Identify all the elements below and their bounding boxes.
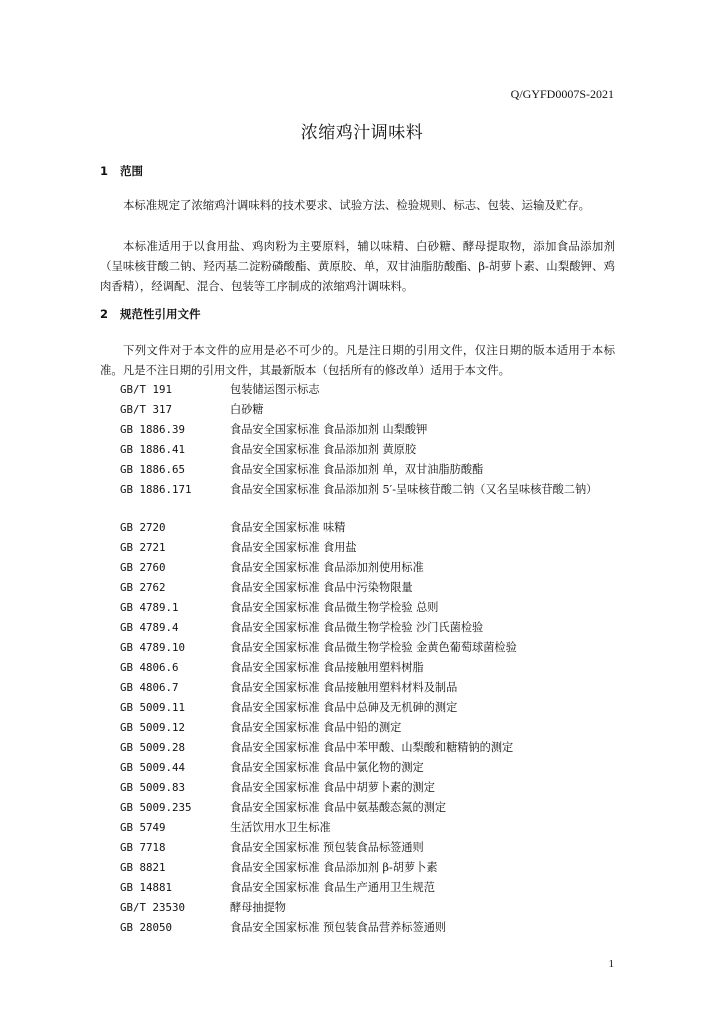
section-number: 1 <box>100 164 109 178</box>
reference-code: GB 2721 <box>120 541 166 554</box>
reference-title: 食品安全国家标准 食品中氨基酸态氮的测定 <box>230 801 447 814</box>
section-heading-scope <box>100 163 143 179</box>
reference-title: 食品安全国家标准 食品中总砷及无机砷的测定 <box>230 701 458 714</box>
reference-title: 食品安全国家标准 味精 <box>230 521 346 534</box>
reference-row <box>120 618 618 638</box>
reference-code: GB 4806.6 <box>120 661 179 674</box>
scope-paragraph-2: 本标准适用于以食用盐、鸡肉粉为主要原料，辅以味精、白砂糖、酵母提取物，添加食品添加剂（呈味核苷酸二钠、羟丙基二淀粉磷酸酯、黄原胶、单，双甘油脂肪酸酯、β-胡萝卜素、山梨酸钾、鸡肉香精），经调配、混合、包装等工序制成的浓缩鸡汁调味料。 <box>100 239 615 293</box>
reference-code: GB 1886.39 <box>120 423 186 436</box>
reference-row <box>120 538 618 558</box>
reference-row <box>120 420 618 440</box>
section-title: 范围 <box>120 164 143 178</box>
reference-code: GB 4789.4 <box>120 621 179 634</box>
reference-title: 生活饮用水卫生标准 <box>230 821 331 834</box>
reference-title: 食品安全国家标准 食品添加剂 5′-呈味核苷酸二钠（又名呈味核苷酸二钠） <box>230 483 598 496</box>
section-title: 规范性引用文件 <box>120 307 201 321</box>
reference-title: 食品安全国家标准 食品中苯甲酸、山梨酸和糖精钠的测定 <box>230 741 514 754</box>
reference-row <box>120 918 618 938</box>
section-number: 2 <box>100 307 109 321</box>
reference-row <box>120 480 618 518</box>
reference-code: GB 5749 <box>120 821 166 834</box>
reference-code: GB 1886.65 <box>120 463 186 476</box>
reference-code: GB/T 191 <box>120 383 173 396</box>
reference-row <box>120 638 618 658</box>
reference-code: GB 1886.171 <box>120 483 192 496</box>
reference-code: GB/T 317 <box>120 403 173 416</box>
reference-title: 酵母抽提物 <box>230 901 286 914</box>
reference-list <box>120 380 618 938</box>
reference-title: 食品安全国家标准 食品微生物学检验 金黄色葡萄球菌检验 <box>230 641 517 654</box>
scope-paragraph-1: 本标准规定了浓缩鸡汁调味料的技术要求、试验方法、检验规则、标志、包装、运输及贮存。 <box>123 198 591 212</box>
reference-title: 食品安全国家标准 食品微生物学检验 沙门氏菌检验 <box>230 621 484 634</box>
reference-row <box>120 838 618 858</box>
reference-row <box>120 460 618 480</box>
reference-row <box>120 818 618 838</box>
reference-code: GB 2720 <box>120 521 166 534</box>
reference-row <box>120 400 618 420</box>
reference-row <box>120 738 618 758</box>
reference-code: GB 2760 <box>120 561 166 574</box>
reference-title: 食品安全国家标准 食品添加剂 单，双甘油脂肪酸酯 <box>230 463 484 476</box>
reference-row <box>120 778 618 798</box>
reference-code: GB 7718 <box>120 841 166 854</box>
reference-title: 食品安全国家标准 食品添加剂 山梨酸钾 <box>230 423 428 436</box>
reference-row <box>120 798 618 818</box>
reference-row <box>120 440 618 460</box>
reference-title: 食品安全国家标准 食品中胡萝卜素的测定 <box>230 781 435 794</box>
reference-code: GB 14881 <box>120 881 173 894</box>
reference-title: 食品安全国家标准 食品中氯化物的测定 <box>230 761 424 774</box>
reference-title: 食品安全国家标准 食品添加剂使用标准 <box>230 561 424 574</box>
reference-code: GB 5009.83 <box>120 781 186 794</box>
reference-code: GB 5009.44 <box>120 761 186 774</box>
reference-title: 包装储运图示标志 <box>230 383 320 396</box>
reference-title: 食品安全国家标准 食品中铅的测定 <box>230 721 402 734</box>
reference-code: GB 4806.7 <box>120 681 179 694</box>
reference-title: 食品安全国家标准 食品微生物学检验 总则 <box>230 601 439 614</box>
reference-code: GB 5009.12 <box>120 721 186 734</box>
reference-title: 食品安全国家标准 预包装食品标签通则 <box>230 841 424 854</box>
reference-title: 食品安全国家标准 食品添加剂 β-胡萝卜素 <box>230 861 438 874</box>
reference-row <box>120 718 618 738</box>
reference-code: GB/T 23530 <box>120 901 186 914</box>
section-heading-normative-references <box>100 306 201 322</box>
reference-code: GB 4789.10 <box>120 641 186 654</box>
reference-code: GB 1886.41 <box>120 443 186 456</box>
reference-code: GB 2762 <box>120 581 166 594</box>
reference-title: 食品安全国家标准 食品接触用塑料材料及制品 <box>230 681 458 694</box>
reference-title: 食品安全国家标准 预包装食品营养标签通则 <box>230 921 447 934</box>
reference-code: GB 4789.1 <box>120 601 179 614</box>
reference-row <box>120 678 618 698</box>
reference-row <box>120 858 618 878</box>
reference-code: GB 5009.235 <box>120 801 192 814</box>
reference-title: 食品安全国家标准 食品中污染物限量 <box>230 581 413 594</box>
document-number: Q/GYFD0007S-2021 <box>510 87 614 101</box>
page-number: 1 <box>608 958 614 970</box>
reference-title: 食品安全国家标准 食品添加剂 黄原胶 <box>230 443 417 456</box>
document-title: 浓缩鸡汁调味料 <box>300 123 424 143</box>
reference-row <box>120 578 618 598</box>
reference-code: GB 5009.28 <box>120 741 186 754</box>
reference-row <box>120 558 618 578</box>
reference-title: 食品安全国家标准 食品生产通用卫生规范 <box>230 881 435 894</box>
reference-row <box>120 658 618 678</box>
reference-code: GB 8821 <box>120 861 166 874</box>
reference-row <box>120 698 618 718</box>
reference-title: 白砂糖 <box>230 403 264 416</box>
reference-row <box>120 878 618 898</box>
reference-row <box>120 598 618 618</box>
reference-row <box>120 380 618 400</box>
reference-code: GB 5009.11 <box>120 701 186 714</box>
reference-row <box>120 518 618 538</box>
reference-row <box>120 758 618 778</box>
reference-code: GB 28050 <box>120 921 173 934</box>
reference-title: 食品安全国家标准 食品接触用塑料树脂 <box>230 661 424 674</box>
reference-row <box>120 898 618 918</box>
references-intro-paragraph: 下列文件对于本文件的应用是必不可少的。凡是注日期的引用文件，仅注日期的版本适用于本标准。凡是不注日期的引用文件，其最新版本（包括所有的修改单）适用于本文件。 <box>100 343 615 377</box>
reference-title: 食品安全国家标准 食用盐 <box>230 541 357 554</box>
